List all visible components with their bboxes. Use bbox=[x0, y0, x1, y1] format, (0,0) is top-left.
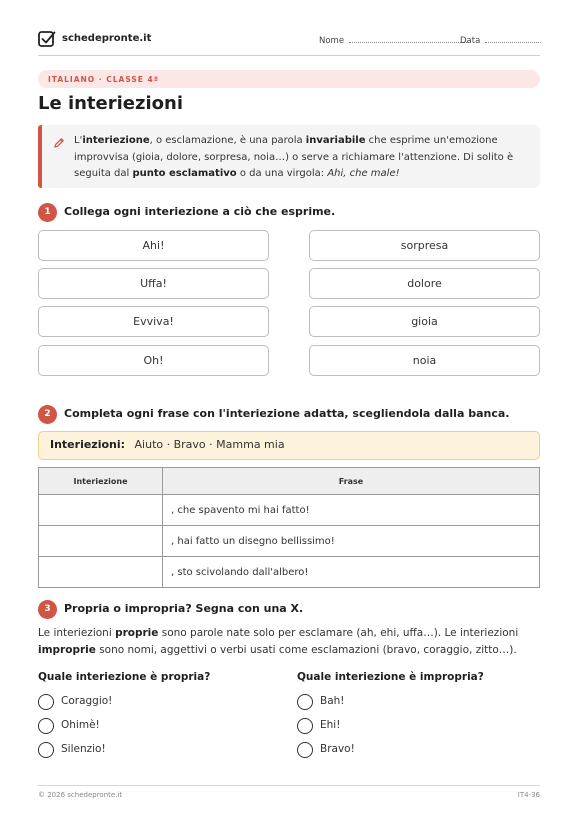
radio-circle-icon[interactable] bbox=[38, 742, 54, 758]
match-right-item[interactable]: sorpresa bbox=[309, 230, 540, 261]
definition-part: L' bbox=[74, 135, 83, 146]
page-header bbox=[38, 30, 540, 52]
pencil-icon bbox=[53, 137, 65, 149]
question-title: Quale interiezione è impropria? bbox=[297, 671, 484, 683]
radio-circle-icon[interactable] bbox=[297, 742, 313, 758]
fill-in-table bbox=[38, 467, 540, 588]
name-blank[interactable] bbox=[349, 35, 469, 43]
definition-example: Ahi, che male! bbox=[327, 168, 400, 179]
option-item[interactable] bbox=[38, 741, 278, 765]
option-label: Silenzio! bbox=[61, 743, 106, 755]
definition-part: o da una virgola: bbox=[236, 168, 328, 179]
table-row bbox=[39, 526, 540, 557]
match-left-item[interactable]: Ahi! bbox=[38, 230, 269, 261]
page-title: Le interiezioni bbox=[38, 93, 183, 114]
match-left-item[interactable]: Evviva! bbox=[38, 306, 269, 337]
answer-cell[interactable] bbox=[39, 495, 163, 526]
footer-copyright: © 2026 schedepronte.it bbox=[38, 791, 123, 799]
definition-part: che esprime un'emozione improvvisa (gioia, dolore, sorpresa, noia…) o serve a richiamare l'attenzione. Di solito è seguita dal bbox=[74, 135, 514, 179]
exercise-instruction: Completa ogni frase con l'interiezione adatta, scegliendola dalla banca. bbox=[64, 407, 510, 420]
match-right-item[interactable]: gioia bbox=[309, 306, 540, 337]
word-bank-words: Aiuto · Bravo · Mamma mia bbox=[134, 438, 285, 451]
question-title: Quale interiezione è propria? bbox=[38, 671, 211, 683]
subject-badge: ITALIANO · CLASSE 4ª bbox=[38, 70, 540, 88]
option-item[interactable] bbox=[38, 717, 278, 741]
answer-cell[interactable] bbox=[39, 557, 163, 588]
header-divider bbox=[38, 55, 540, 56]
definition-term: interiezione bbox=[82, 135, 150, 146]
option-label: Bravo! bbox=[320, 743, 355, 755]
column-header-frase: Frase bbox=[163, 468, 540, 495]
date-field bbox=[460, 35, 541, 46]
sentence-cell: , che spavento mi hai fatto! bbox=[163, 495, 540, 526]
explanation-bold: improprie bbox=[38, 644, 96, 656]
radio-circle-icon[interactable] bbox=[297, 718, 313, 734]
answer-cell[interactable] bbox=[39, 526, 163, 557]
option-item[interactable] bbox=[297, 693, 537, 717]
word-bank-label: Interiezioni: bbox=[50, 438, 126, 451]
option-item[interactable] bbox=[38, 693, 278, 717]
option-label: Coraggio! bbox=[61, 695, 113, 707]
exercise-number: 1 bbox=[38, 203, 57, 222]
column-header-interiezione: Interiezione bbox=[39, 468, 163, 495]
option-label: Ehi! bbox=[320, 719, 341, 731]
exercise-number: 3 bbox=[38, 600, 57, 619]
option-label: Ohimè! bbox=[61, 719, 100, 731]
match-left-item[interactable]: Oh! bbox=[38, 345, 269, 376]
accent-bar bbox=[38, 125, 42, 188]
sentence-cell: , sto scivolando dall'albero! bbox=[163, 557, 540, 588]
exercise-instruction: Propria o impropria? Segna con una X. bbox=[64, 602, 304, 615]
table-row bbox=[39, 557, 540, 588]
radio-circle-icon[interactable] bbox=[38, 694, 54, 710]
name-field bbox=[319, 35, 469, 46]
exercise-number: 2 bbox=[38, 405, 57, 424]
worksheet bbox=[38, 0, 540, 819]
word-bank bbox=[38, 431, 540, 460]
exercise-3-explanation bbox=[38, 625, 540, 659]
definition-bold: invariabile bbox=[305, 135, 366, 146]
option-item[interactable] bbox=[297, 741, 537, 765]
checkbox-logo-icon bbox=[38, 30, 56, 48]
sentence-cell: , hai fatto un disegno bellissimo! bbox=[163, 526, 540, 557]
name-label: Nome bbox=[319, 36, 345, 46]
table-row bbox=[39, 495, 540, 526]
explanation-bold: proprie bbox=[115, 627, 159, 639]
exercise-instruction: Collega ogni interiezione a ciò che esprime. bbox=[64, 205, 336, 218]
radio-circle-icon[interactable] bbox=[38, 718, 54, 734]
radio-circle-icon[interactable] bbox=[297, 694, 313, 710]
definition-part: , o esclamazione, è una parola bbox=[149, 135, 306, 146]
date-blank[interactable] bbox=[485, 35, 541, 43]
definition-bold: punto esclamativo bbox=[132, 168, 237, 179]
brand-name: schedepronte.it bbox=[62, 33, 152, 44]
match-right-item[interactable]: noia bbox=[309, 345, 540, 376]
explanation-part: Le interiezioni bbox=[38, 627, 116, 639]
option-item[interactable] bbox=[297, 717, 537, 741]
date-label: Data bbox=[460, 36, 481, 46]
definition-text bbox=[74, 133, 534, 183]
footer-divider bbox=[38, 785, 540, 786]
option-label: Bah! bbox=[320, 695, 345, 707]
explanation-part: sono nomi, aggettivi o verbi usati come esclamazioni (bravo, coraggio, zitto…). bbox=[95, 644, 517, 656]
match-left-item[interactable]: Uffa! bbox=[38, 268, 269, 299]
table-header-row bbox=[39, 468, 540, 495]
footer-code: IT4-36 bbox=[517, 791, 540, 799]
right-question bbox=[297, 671, 537, 765]
match-right-item[interactable]: dolore bbox=[309, 268, 540, 299]
definition-box bbox=[38, 125, 540, 188]
left-question bbox=[38, 671, 278, 765]
explanation-part: sono parole nate solo per esclamare (ah, ehi, uffa…). Le interiezioni bbox=[158, 627, 519, 639]
